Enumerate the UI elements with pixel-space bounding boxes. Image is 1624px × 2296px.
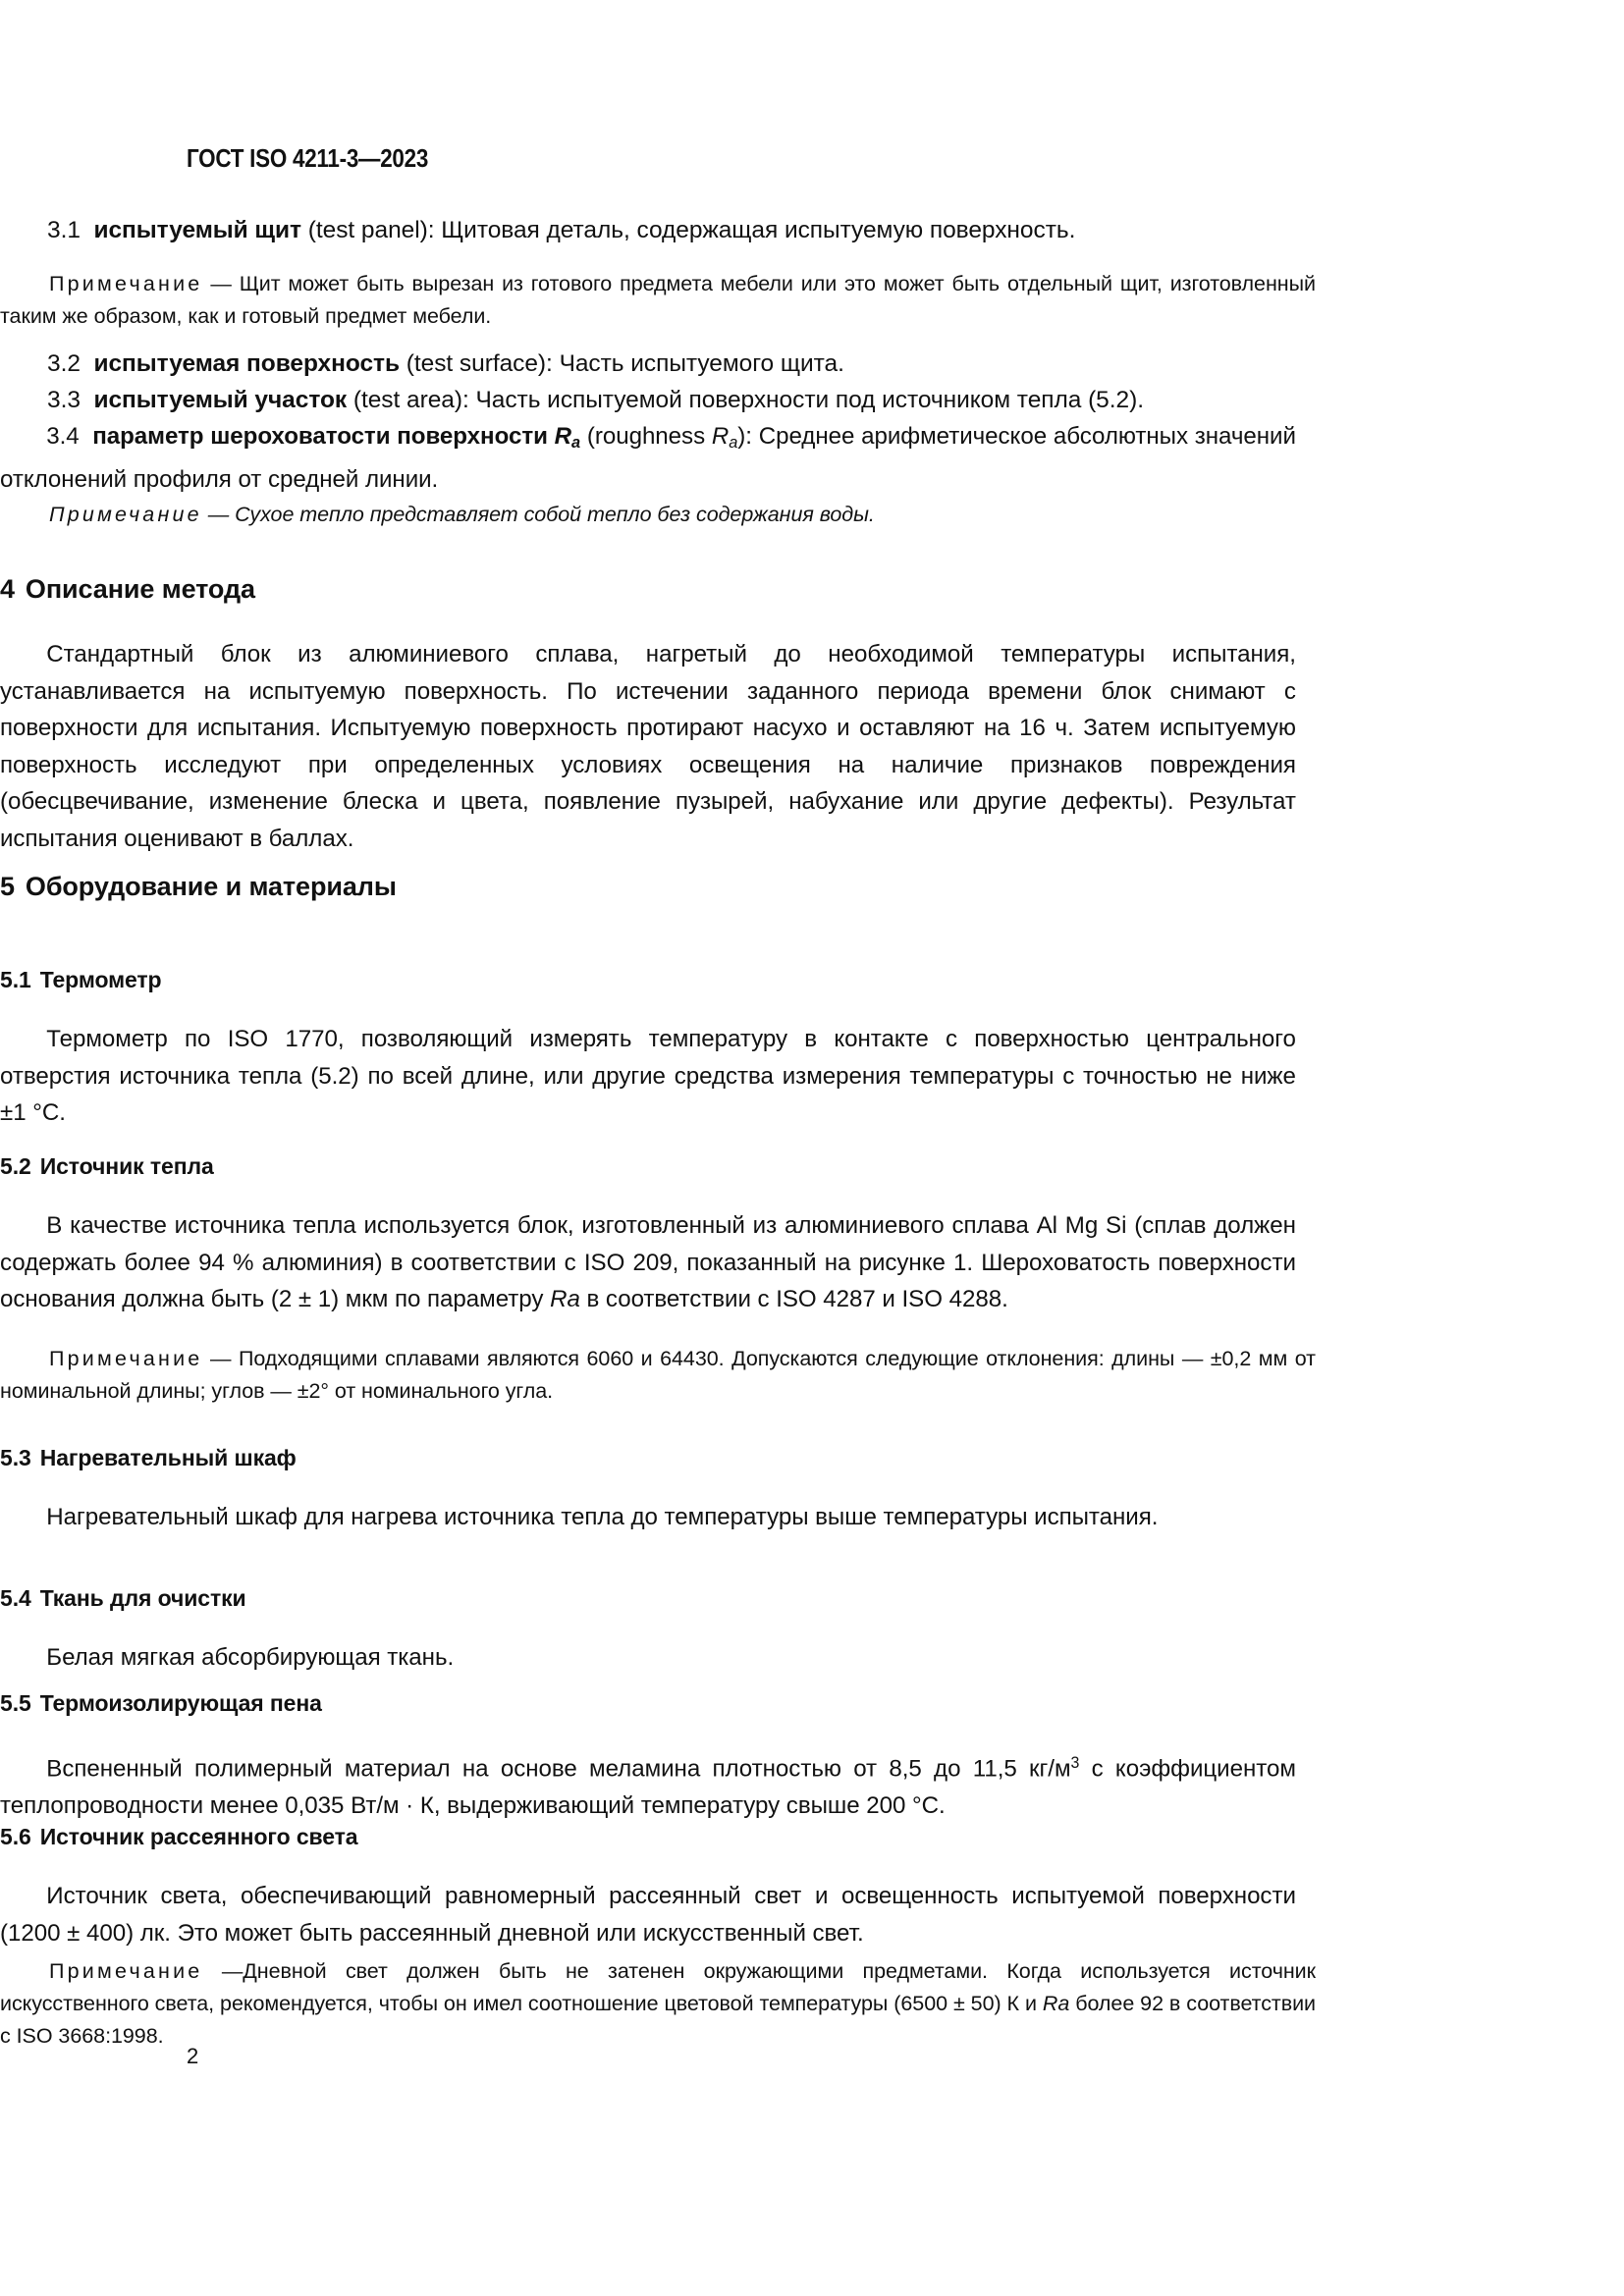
subsection-title: Термоизолирующая пена <box>39 1690 322 1716</box>
definition-english <box>586 423 752 453</box>
paragraph-post: с коэффициентом теплопроводности менее 0,035 Вт/м · К, выдерживающий температуру свыше 200 °C. <box>0 1755 1296 1819</box>
paragraph-pre: В качестве источника тепла используется блок, изготовленный из алюминиевого сплава Al Mg Si (сплав должен содержать более 94 % алюминия) в соответствии с ISO 209, показанный на рисунке 1. Шероховатость поверхности основания должна быть (2 ± 1) мкм по параметру <box>0 1212 1296 1312</box>
section-5-heading <box>0 872 397 902</box>
definition-body: Часть испытуемого щита. <box>559 350 844 377</box>
subsection-number: 5.3 <box>0 1445 31 1470</box>
subsection-5-6-heading <box>0 1824 358 1850</box>
section-4-heading <box>0 574 255 605</box>
definition-english-post: ): <box>737 423 752 450</box>
subsection-number: 5.2 <box>0 1153 31 1179</box>
subsection-5-6-paragraph: Источник света, обеспечивающий равномерный рассеянный свет и освещенность испытуемой поверхности (1200 ± 400) лк. Это может быть рассеянный дневной или искусственный свет. <box>0 1883 1296 1947</box>
definition-term: испытуемая поверхность <box>93 350 401 377</box>
ra-symbol: Ra <box>550 1286 580 1312</box>
subsection-title: Ткань для очистки <box>39 1585 246 1611</box>
subsection-5-2-paragraph <box>0 1207 1296 1318</box>
note-label: Примечание <box>49 503 202 526</box>
definition-english-pre: (roughness <box>586 423 712 450</box>
cubic-exponent: 3 <box>1070 1754 1080 1772</box>
note-3-1 <box>0 268 1316 333</box>
definition-3-1 <box>0 212 1316 249</box>
subsection-5-4-paragraph: Белая мягкая абсорбирующая ткань. <box>46 1644 455 1671</box>
definition-body: Щитовая деталь, содержащая испытуемую поверхность. <box>441 217 1076 243</box>
note-dash: — <box>210 272 232 295</box>
note-dash: — <box>221 1959 244 1983</box>
note-dash: — <box>209 1347 232 1370</box>
running-header: ГОСТ ISO 4211-3—2023 <box>187 145 429 173</box>
subsection-5-5-heading <box>0 1690 322 1717</box>
definition-english: (test surface): <box>406 350 553 377</box>
note-5-6 <box>0 1955 1316 2053</box>
page-number: 2 <box>187 2044 199 2068</box>
paragraph-post: в соответствии с ISO 4287 и ISO 4288. <box>579 1286 1008 1312</box>
note-text: Щит может быть вырезан из готового предмета мебели или это может быть отдельный щит, изготовленный таким же образом, как и готовый предмет мебели. <box>0 272 1316 328</box>
note-text: Сухое тепло представляет собой тепло без содержания воды. <box>235 503 875 526</box>
subsection-number: 5.5 <box>0 1690 31 1716</box>
definition-term <box>92 423 581 453</box>
subsection-5-1-paragraph: Термометр по ISO 1770, позволяющий измерять температуру в контакте с поверхностью центрального отверстия источника тепла (5.2) по всей длине, или другие средства измерения температуры с точностью не ниже ±1 °C. <box>0 1026 1296 1126</box>
subsection-title: Источник тепла <box>39 1153 214 1179</box>
note-text-post: более 92 в соответствии с ISO 3668:1998. <box>0 1992 1317 2048</box>
subsection-5-4-heading <box>0 1585 246 1612</box>
subsection-title: Источник рассеянного света <box>39 1824 358 1849</box>
section-number: 5 <box>0 872 15 901</box>
section-number: 4 <box>0 574 15 604</box>
definition-3-2 <box>0 346 1316 383</box>
definition-english: (test panel): <box>307 217 435 243</box>
definition-term: испытуемый щит <box>93 217 302 243</box>
subsection-5-5-paragraph <box>0 1745 1296 1824</box>
note-dash: — <box>207 503 230 526</box>
note-text-pre: Дневной свет должен быть не затенен окружающими предметами. Когда используется источник искусственного света, рекомендуется, чтобы он имел соотношение цветовой температуры (6500 ± 50) К и <box>0 1959 1316 2015</box>
roughness-subscript-en: a <box>729 433 738 453</box>
section-title: Описание метода <box>25 574 255 604</box>
subsection-number: 5.1 <box>0 967 31 992</box>
subsection-number: 5.4 <box>0 1585 31 1611</box>
definition-english: (test area): <box>352 387 469 413</box>
subsection-5-3-paragraph: Нагревательный шкаф для нагрева источника тепла до температуры выше температуры испытания. <box>46 1504 1159 1530</box>
section-title: Оборудование и материалы <box>25 872 397 901</box>
definition-number: 3.1 <box>47 217 81 243</box>
subsection-title: Термометр <box>39 967 162 992</box>
definition-number: 3.3 <box>47 387 81 413</box>
note-label: Примечание <box>49 1959 203 1983</box>
subsection-5-3-heading <box>0 1445 297 1471</box>
section-4-paragraph: Стандартный блок из алюминиевого сплава, нагретый до необходимой температуры испытания, устанавливается на испытуемую поверхность. По истечении заданного периода времени блок снимают с поверхности для испытания. Испытуемую поверхность протирают насухо и оставляют на 16 ч. Затем испытуемую поверхность исследуют при определенных условиях освещения на наличие признаков повреждения (обесцвечивание, изменение блеска и цвета, появление пузырей, набухание или другие дефекты). Результат испытания оценивают в баллах. <box>0 641 1296 852</box>
note-text: Подходящими сплавами являются 6060 и 64430. Допускаются следующие отклонения: длины — ±0,2 мм от номинальной длины; углов — ±2° от номинального угла. <box>0 1347 1316 1403</box>
definition-term-text: параметр шероховатости поверхности <box>92 423 555 450</box>
roughness-symbol: R <box>554 423 572 450</box>
note-3-4 <box>0 499 1316 531</box>
note-5-2 <box>0 1343 1316 1408</box>
subsection-title: Нагревательный шкаф <box>39 1445 297 1470</box>
definition-3-4 <box>0 418 1296 498</box>
subsection-5-1-heading <box>0 967 162 993</box>
roughness-subscript: a <box>571 433 581 453</box>
note-label: Примечание <box>49 1347 203 1370</box>
ra-symbol: Ra <box>1042 1992 1070 2015</box>
paragraph-pre: Вспененный полимерный материал на основе меламина плотностью от 8,5 до 11,5 кг/м <box>46 1755 1071 1783</box>
subsection-5-2-heading <box>0 1153 214 1180</box>
definition-body: Часть испытуемой поверхности под источником тепла (5.2). <box>475 387 1144 413</box>
definition-3-3 <box>0 382 1316 419</box>
definition-number: 3.4 <box>46 423 80 450</box>
definition-number: 3.2 <box>47 350 81 377</box>
subsection-number: 5.6 <box>0 1824 31 1849</box>
definition-body: Среднее арифметическое абсолютных значений отклонений профиля от средней линии. <box>0 423 1296 493</box>
roughness-symbol-en: R <box>711 423 730 450</box>
definition-term: испытуемый участок <box>93 387 348 413</box>
note-label: Примечание <box>49 272 203 295</box>
